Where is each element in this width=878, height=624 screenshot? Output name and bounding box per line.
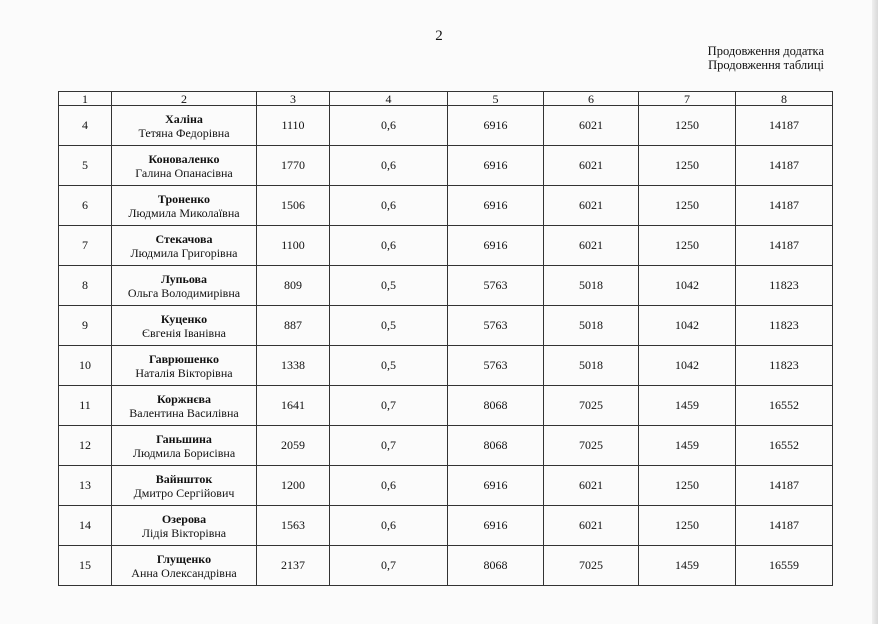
table-row [59,506,833,546]
value-cell-col7: 1250 [639,106,736,146]
value-cell-col7: 1459 [639,426,736,466]
value-cell-col5: 6916 [448,466,544,506]
value-cell-col3: 1338 [257,346,330,386]
column-number: 7 [639,92,736,106]
value-cell-col7: 1250 [639,466,736,506]
table-row [59,346,833,386]
value-cell-col5: 5763 [448,346,544,386]
row-number-cell: 4 [59,106,112,146]
employee-given-names: Анна Олександрівна [131,565,237,580]
employee-name-cell [112,266,257,306]
table-row [59,226,833,266]
row-number-cell: 13 [59,466,112,506]
table-row [59,146,833,186]
employee-given-names: Євгенія Іванівна [142,325,226,340]
row-number-cell: 15 [59,546,112,586]
employee-surname: Халіна [165,111,203,126]
value-cell-col7: 1042 [639,266,736,306]
continuation-line-appendix: Продовження додатка [707,44,824,58]
table-row [59,386,833,426]
continuation-line-table: Продовження таблиці [708,58,824,72]
value-cell-col3: 1770 [257,146,330,186]
value-cell-col4: 0,6 [330,106,448,146]
table-row [59,106,833,146]
row-number-cell: 11 [59,386,112,426]
employee-name-cell [112,186,257,226]
value-cell-col8: 11823 [736,346,833,386]
value-cell-col8: 14187 [736,226,833,266]
table-row [59,426,833,466]
value-cell-col4: 0,7 [330,426,448,466]
value-cell-col5: 8068 [448,546,544,586]
value-cell-col3: 1563 [257,506,330,546]
value-cell-col7: 1459 [639,546,736,586]
value-cell-col6: 6021 [544,226,639,266]
employee-name-cell [112,506,257,546]
value-cell-col5: 6916 [448,506,544,546]
value-cell-col6: 7025 [544,426,639,466]
value-cell-col4: 0,5 [330,266,448,306]
employee-surname: Гаврюшенко [148,351,220,366]
employee-name-cell [112,226,257,266]
value-cell-col8: 16552 [736,386,833,426]
employee-surname: Вайншток [155,471,213,486]
value-cell-col3: 2059 [257,426,330,466]
table-row [59,266,833,306]
value-cell-col8: 16552 [736,426,833,466]
value-cell-col6: 7025 [544,546,639,586]
employee-given-names: Валентина Василівна [129,405,239,420]
value-cell-col8: 14187 [736,146,833,186]
employee-surname: Стекачова [155,231,213,246]
employee-name-cell [112,546,257,586]
value-cell-col4: 0,6 [330,226,448,266]
value-cell-col4: 0,6 [330,186,448,226]
value-cell-col6: 6021 [544,186,639,226]
employee-surname: Глущенко [156,551,212,566]
table-row [59,546,833,586]
employee-given-names: Людмила Миколаївна [128,205,240,220]
employee-given-names: Галина Опанасівна [135,165,233,180]
page-edge-shadow [872,0,878,624]
employee-given-names: Наталія Вікторівна [135,365,233,380]
value-cell-col3: 887 [257,306,330,346]
table-row [59,306,833,346]
value-cell-col3: 1110 [257,106,330,146]
value-cell-col5: 5763 [448,306,544,346]
employee-surname: Лупьова [160,271,208,286]
value-cell-col4: 0,7 [330,546,448,586]
row-number-cell: 5 [59,146,112,186]
value-cell-col3: 1506 [257,186,330,226]
employee-name-cell [112,106,257,146]
value-cell-col8: 16559 [736,546,833,586]
value-cell-col5: 8068 [448,426,544,466]
value-cell-col5: 6916 [448,186,544,226]
value-cell-col6: 7025 [544,386,639,426]
value-cell-col7: 1042 [639,306,736,346]
value-cell-col3: 1200 [257,466,330,506]
table-row [59,466,833,506]
column-number: 5 [448,92,544,106]
column-number: 6 [544,92,639,106]
employee-name-cell [112,386,257,426]
employee-surname: Троненко [157,191,211,206]
row-number-cell: 9 [59,306,112,346]
row-number-cell: 8 [59,266,112,306]
employee-surname: Ганьшина [156,431,212,446]
value-cell-col6: 5018 [544,306,639,346]
employee-given-names: Лідія Вікторівна [141,525,227,540]
value-cell-col4: 0,7 [330,386,448,426]
table-row [59,186,833,226]
value-cell-col7: 1250 [639,506,736,546]
value-cell-col6: 6021 [544,466,639,506]
value-cell-col8: 11823 [736,266,833,306]
employee-name-cell [112,466,257,506]
row-number-cell: 12 [59,426,112,466]
employee-surname: Коржнєва [156,391,212,406]
value-cell-col8: 14187 [736,466,833,506]
row-number-cell: 6 [59,186,112,226]
row-number-cell: 7 [59,226,112,266]
value-cell-col4: 0,6 [330,506,448,546]
value-cell-col6: 6021 [544,106,639,146]
employee-surname: Куценко [160,311,208,326]
page-number: 2 [435,28,443,44]
value-cell-col3: 2137 [257,546,330,586]
value-cell-col6: 6021 [544,146,639,186]
value-cell-col5: 8068 [448,386,544,426]
value-cell-col8: 11823 [736,306,833,346]
value-cell-col6: 6021 [544,506,639,546]
employee-given-names: Дмитро Сергійович [133,485,235,500]
value-cell-col4: 0,5 [330,346,448,386]
value-cell-col4: 0,5 [330,306,448,346]
employee-name-cell [112,306,257,346]
column-number: 8 [736,92,833,106]
value-cell-col5: 5763 [448,266,544,306]
employee-surname: Озерова [161,511,207,526]
employee-name-cell [112,426,257,466]
value-cell-col4: 0,6 [330,146,448,186]
employee-given-names: Людмила Борисівна [132,445,236,460]
continuation-note [708,44,824,72]
value-cell-col6: 5018 [544,346,639,386]
employee-name-cell [112,346,257,386]
value-cell-col5: 6916 [448,226,544,266]
employee-surname: Коноваленко [148,151,220,166]
column-number-row [59,92,833,106]
column-number: 3 [257,92,330,106]
employee-given-names: Людмила Григорівна [130,245,238,260]
column-number: 1 [59,92,112,106]
value-cell-col8: 14187 [736,506,833,546]
value-cell-col4: 0,6 [330,466,448,506]
employee-given-names: Тетяна Федорівна [138,125,230,140]
column-number: 2 [112,92,257,106]
row-number-cell: 10 [59,346,112,386]
row-number-cell: 14 [59,506,112,546]
value-cell-col3: 809 [257,266,330,306]
value-cell-col5: 6916 [448,106,544,146]
value-cell-col3: 1641 [257,386,330,426]
value-cell-col8: 14187 [736,186,833,226]
value-cell-col7: 1459 [639,386,736,426]
value-cell-col7: 1250 [639,146,736,186]
salary-table [58,91,833,586]
value-cell-col6: 5018 [544,266,639,306]
value-cell-col3: 1100 [257,226,330,266]
value-cell-col7: 1042 [639,346,736,386]
employee-name-cell [112,146,257,186]
value-cell-col8: 14187 [736,106,833,146]
column-number: 4 [330,92,448,106]
value-cell-col7: 1250 [639,226,736,266]
value-cell-col7: 1250 [639,186,736,226]
value-cell-col5: 6916 [448,146,544,186]
employee-given-names: Ольга Володимирівна [127,285,241,300]
